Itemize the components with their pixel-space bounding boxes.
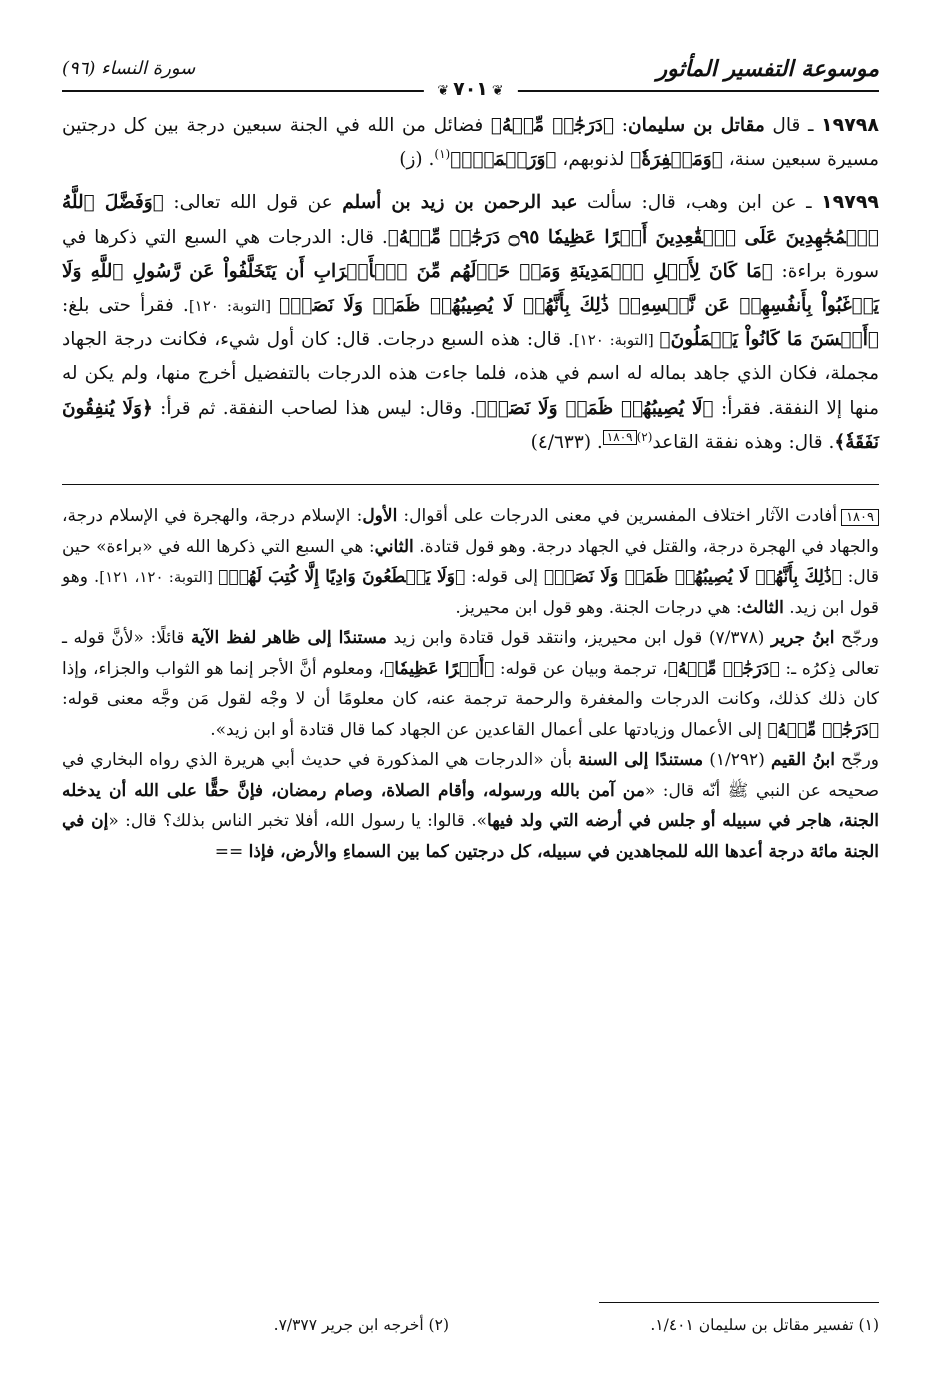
text-run: . وقال: ليس هذا لصاحب النفقة. ثم قرأ:	[152, 397, 476, 419]
text-run: لذنوبهم،	[556, 149, 631, 171]
ornament-icon: ❦	[491, 83, 504, 99]
footnote-rule	[599, 1302, 879, 1303]
verse-reference: [التوبة: ١٢٠]	[188, 297, 280, 316]
text-run: ، ترجمة وبيان عن قوله:	[494, 658, 668, 679]
entry-text	[62, 192, 879, 452]
text-run: ». قالوا: يا رسول الله، أفلا تخبر الناس بذلك؟ قال: «	[108, 811, 488, 832]
page-header	[62, 38, 879, 108]
commentary-text	[62, 628, 879, 740]
text-run: ـ قال	[764, 115, 821, 136]
quran-verse: ﴿وَلَا يَقۡطَعُونَ وَادِيًا إِلَّا كُتِبَ لَهُمۡ﴾	[218, 567, 466, 588]
book-title: موسوعة التفسير المأثور	[656, 56, 879, 82]
commentary-paragraph	[62, 501, 879, 623]
text-run: (١/٢٩٢)	[703, 750, 771, 771]
commentary-link-number: ١٨٠٩	[603, 430, 637, 445]
commentary	[62, 501, 879, 867]
entry-paragraph	[62, 185, 879, 460]
quran-verse: ﴿أَحۡسَنَ مَا كَانُواْ يَعۡمَلُونَ﴾	[659, 329, 879, 351]
text-run: فضائل من الله في الجنة سبعين درجة بين كل درجتين مسيرة سبعين سنة،	[62, 115, 879, 171]
quran-verse: ﴿لَا يُصِيبُهُمۡ ظَمَأٞ وَلَا نَصَبٞ﴾	[475, 397, 714, 419]
bold-text: الثالث	[741, 597, 784, 618]
commentary-paragraph	[62, 745, 879, 867]
quran-verse: ﴿دَرَجَٰتٖ مِّنۡهُ﴾	[490, 115, 615, 136]
surah-label: سورة النساء (٩٦)	[62, 58, 196, 79]
page-number: ٧٠١	[453, 78, 488, 100]
entry-text	[62, 115, 879, 170]
text-run: :	[614, 115, 628, 136]
quran-verse: ﴿ذَٰلِكَ بِأَنَّهُمۡ لَا يُصِيبُهُمۡ ظَمَأٞ وَلَا نَصَبٞ﴾	[543, 567, 842, 588]
quran-verse: ﴿وَمَغۡفِرَةٗ﴾	[630, 149, 723, 171]
footnote-marker: (١)	[434, 147, 451, 162]
bold-text: مقاتل بن سليمان	[627, 115, 765, 136]
bold-text: ابنُ القيم	[770, 750, 835, 771]
quran-verse: ﴿دَرَجَٰتٖ مِّنۡهُ﴾	[767, 719, 879, 740]
quran-verse: ﴿دَرَجَٰتٖ مِّنۡهُ﴾	[667, 658, 780, 679]
commentary-separator	[62, 484, 879, 485]
verse-reference: [التوبة: ١٢٠]	[573, 331, 660, 350]
text-run: إلى الأعمال وزيادتها على أعمال القاعدين عن الجهاد كما قال قتادة أو ابن زيد».	[210, 719, 768, 740]
text-run: . قال: الدرجات هي السبع التي ذكرها في سورة براءة:	[62, 226, 879, 282]
text-run: ورجّح	[834, 750, 880, 771]
text-run: ـ عن ابن وهب، قال: سألت	[577, 192, 822, 214]
bold-text: عبد الرحمن بن زيد بن أسلم	[342, 192, 578, 214]
entry-number: ١٩٧٩٨	[821, 114, 879, 136]
verse-reference: [التوبة: ١٢٠، ١٢١]	[99, 568, 219, 587]
commentary-box-number: ١٨٠٩	[841, 509, 879, 526]
footnote-2: (٢) أخرجه ابن جرير ٧/٣٧٧.	[273, 1316, 449, 1334]
entry-paragraph	[62, 108, 879, 177]
text-run: (٧/٣٧٨) قول ابن محيريز، وانتقد قول قتادة وابن زيد	[386, 628, 771, 649]
bold-text: ابنُ جرير	[771, 628, 835, 649]
text-run: . قال: هذه السبع درجات. قال: كان أول شيء، فكانت درجة الجهاد مجملة، فكان الذي جاهد بماله له اسم في هذه، فلما جاءت هذه الدرجات بالتفضيل أخرج منها، ولم يكن له منها إلا النفقة. فقرأ:	[62, 329, 880, 419]
text-run: . وهو قول ابن زيد.	[62, 567, 879, 618]
quran-verse: ﴿وَرَحۡمَةٗۚ﴾	[450, 149, 557, 171]
commentary-text	[62, 506, 879, 618]
text-run: . (ز)	[399, 149, 435, 171]
ornament-icon: ❦	[437, 83, 450, 99]
text-run: بأن «الدرجات هي المذكورة في حديث أبي هريرة الذي رواه البخاري في صحيحه عن النبي ﷺ أنّه قال: «	[62, 750, 879, 801]
bold-text: من آمن بالله ورسوله، وأقام الصلاة، وصام رمضان، فإنَّ حقًّا على الله أن يدخله الجنة، هاجر في سبيله أو جلس في أرضه التي ولد فيها	[62, 780, 879, 832]
text-run: عن قول الله تعالى:	[163, 192, 343, 214]
bold-text: مستندًا إلى السنة	[578, 750, 704, 771]
text-run: ، ومعلوم أنَّ الأجر إنما هو الثواب والجزاء، وإذا كان ذلك كذلك، وكانت الدرجات والمغفرة والرحمة ترجمة عنه، كان معلومًا أن لا وجْه لقول مَن وجَّه معنى قوله:	[62, 658, 879, 710]
text-run: قائلًا: «لأنَّ قوله ـ تعالى ذِكرُه ـ:	[62, 628, 879, 679]
bold-text: الأول	[362, 506, 398, 527]
entry-number: ١٩٧٩٩	[821, 191, 880, 214]
text-run: أفادت الآثار اختلاف المفسرين في معنى الدرجات على أقوال:	[397, 506, 838, 527]
bold-text: إن في الجنة مائة درجة أعدها الله للمجاهدين في سبيله، كل درجتين كما بين السماءِ والأرض، فإذا	[62, 811, 879, 862]
page-number-block	[423, 78, 517, 100]
text-run: . قال: وهذه نفقة القاعد	[652, 431, 835, 453]
text-run: : هي درجات الجنة. وهو قول ابن محيريز.	[455, 597, 742, 618]
bold-text: مستندًا إلى ظاهر لفظ الآية	[191, 628, 387, 649]
bold-text: الثاني	[374, 536, 414, 557]
quran-verse: ﴿أَجۡرًا عَظِيمٗا﴾	[384, 658, 495, 679]
text-run: ==	[214, 841, 249, 862]
quran-verse: ﴿وَلَا يُنفِقُونَ نَفَقَةٗ﴾	[62, 397, 879, 453]
text-run: : هي السبع التي ذكرها الله في «براءة» حين قال:	[62, 536, 880, 588]
quran-verse: ﴿وَفَضَّلَ ٱللَّهُ ٱلۡمُجَٰهِدِينَ عَلَى ٱلۡقَٰعِدِينَ أَجۡرًا عَظِيمٗا ۝٩٥ دَرَجَٰتٖ مِّنۡهُ﴾	[62, 192, 879, 248]
quran-verse: ﴿مَا كَانَ لِأَهۡلِ ٱلۡمَدِينَةِ وَمَنۡ حَوۡلَهُم مِّنَ ٱلۡأَعۡرَابِ أَن يَتَخَلَّفُواْ عَن رَّسُولِ ٱللَّهِ وَلَا يَرۡغَبُواْ بِأَنفُسِهِمۡ عَن نَّفۡسِهِۦۚ ذَٰلِكَ بِأَنَّهُمۡ لَا يُصِيبُهُمۡ ظَمَأٞ وَلَا نَصَبٞ﴾	[62, 260, 880, 317]
text-run: ورجّح	[834, 628, 879, 649]
footnote-1: (١) تفسير مقاتل بن سليمان ١/٤٠١.	[650, 1316, 879, 1334]
text-run: . (٤/٦٣٣)	[530, 431, 603, 453]
text-run: : الإسلام درجة، والهجرة في الإسلام درجة، والجهاد في الهجرة درجة، والقتل في الجهاد درجة. وهو قول قتادة.	[62, 506, 879, 557]
footnote-marker: (٢)	[636, 429, 653, 444]
text-run: إلى قوله:	[465, 567, 544, 588]
commentary-paragraph	[62, 623, 879, 745]
text-run: . فقرأ حتى بلغ:	[62, 295, 189, 317]
main-text	[62, 108, 879, 460]
commentary-text	[62, 750, 879, 862]
